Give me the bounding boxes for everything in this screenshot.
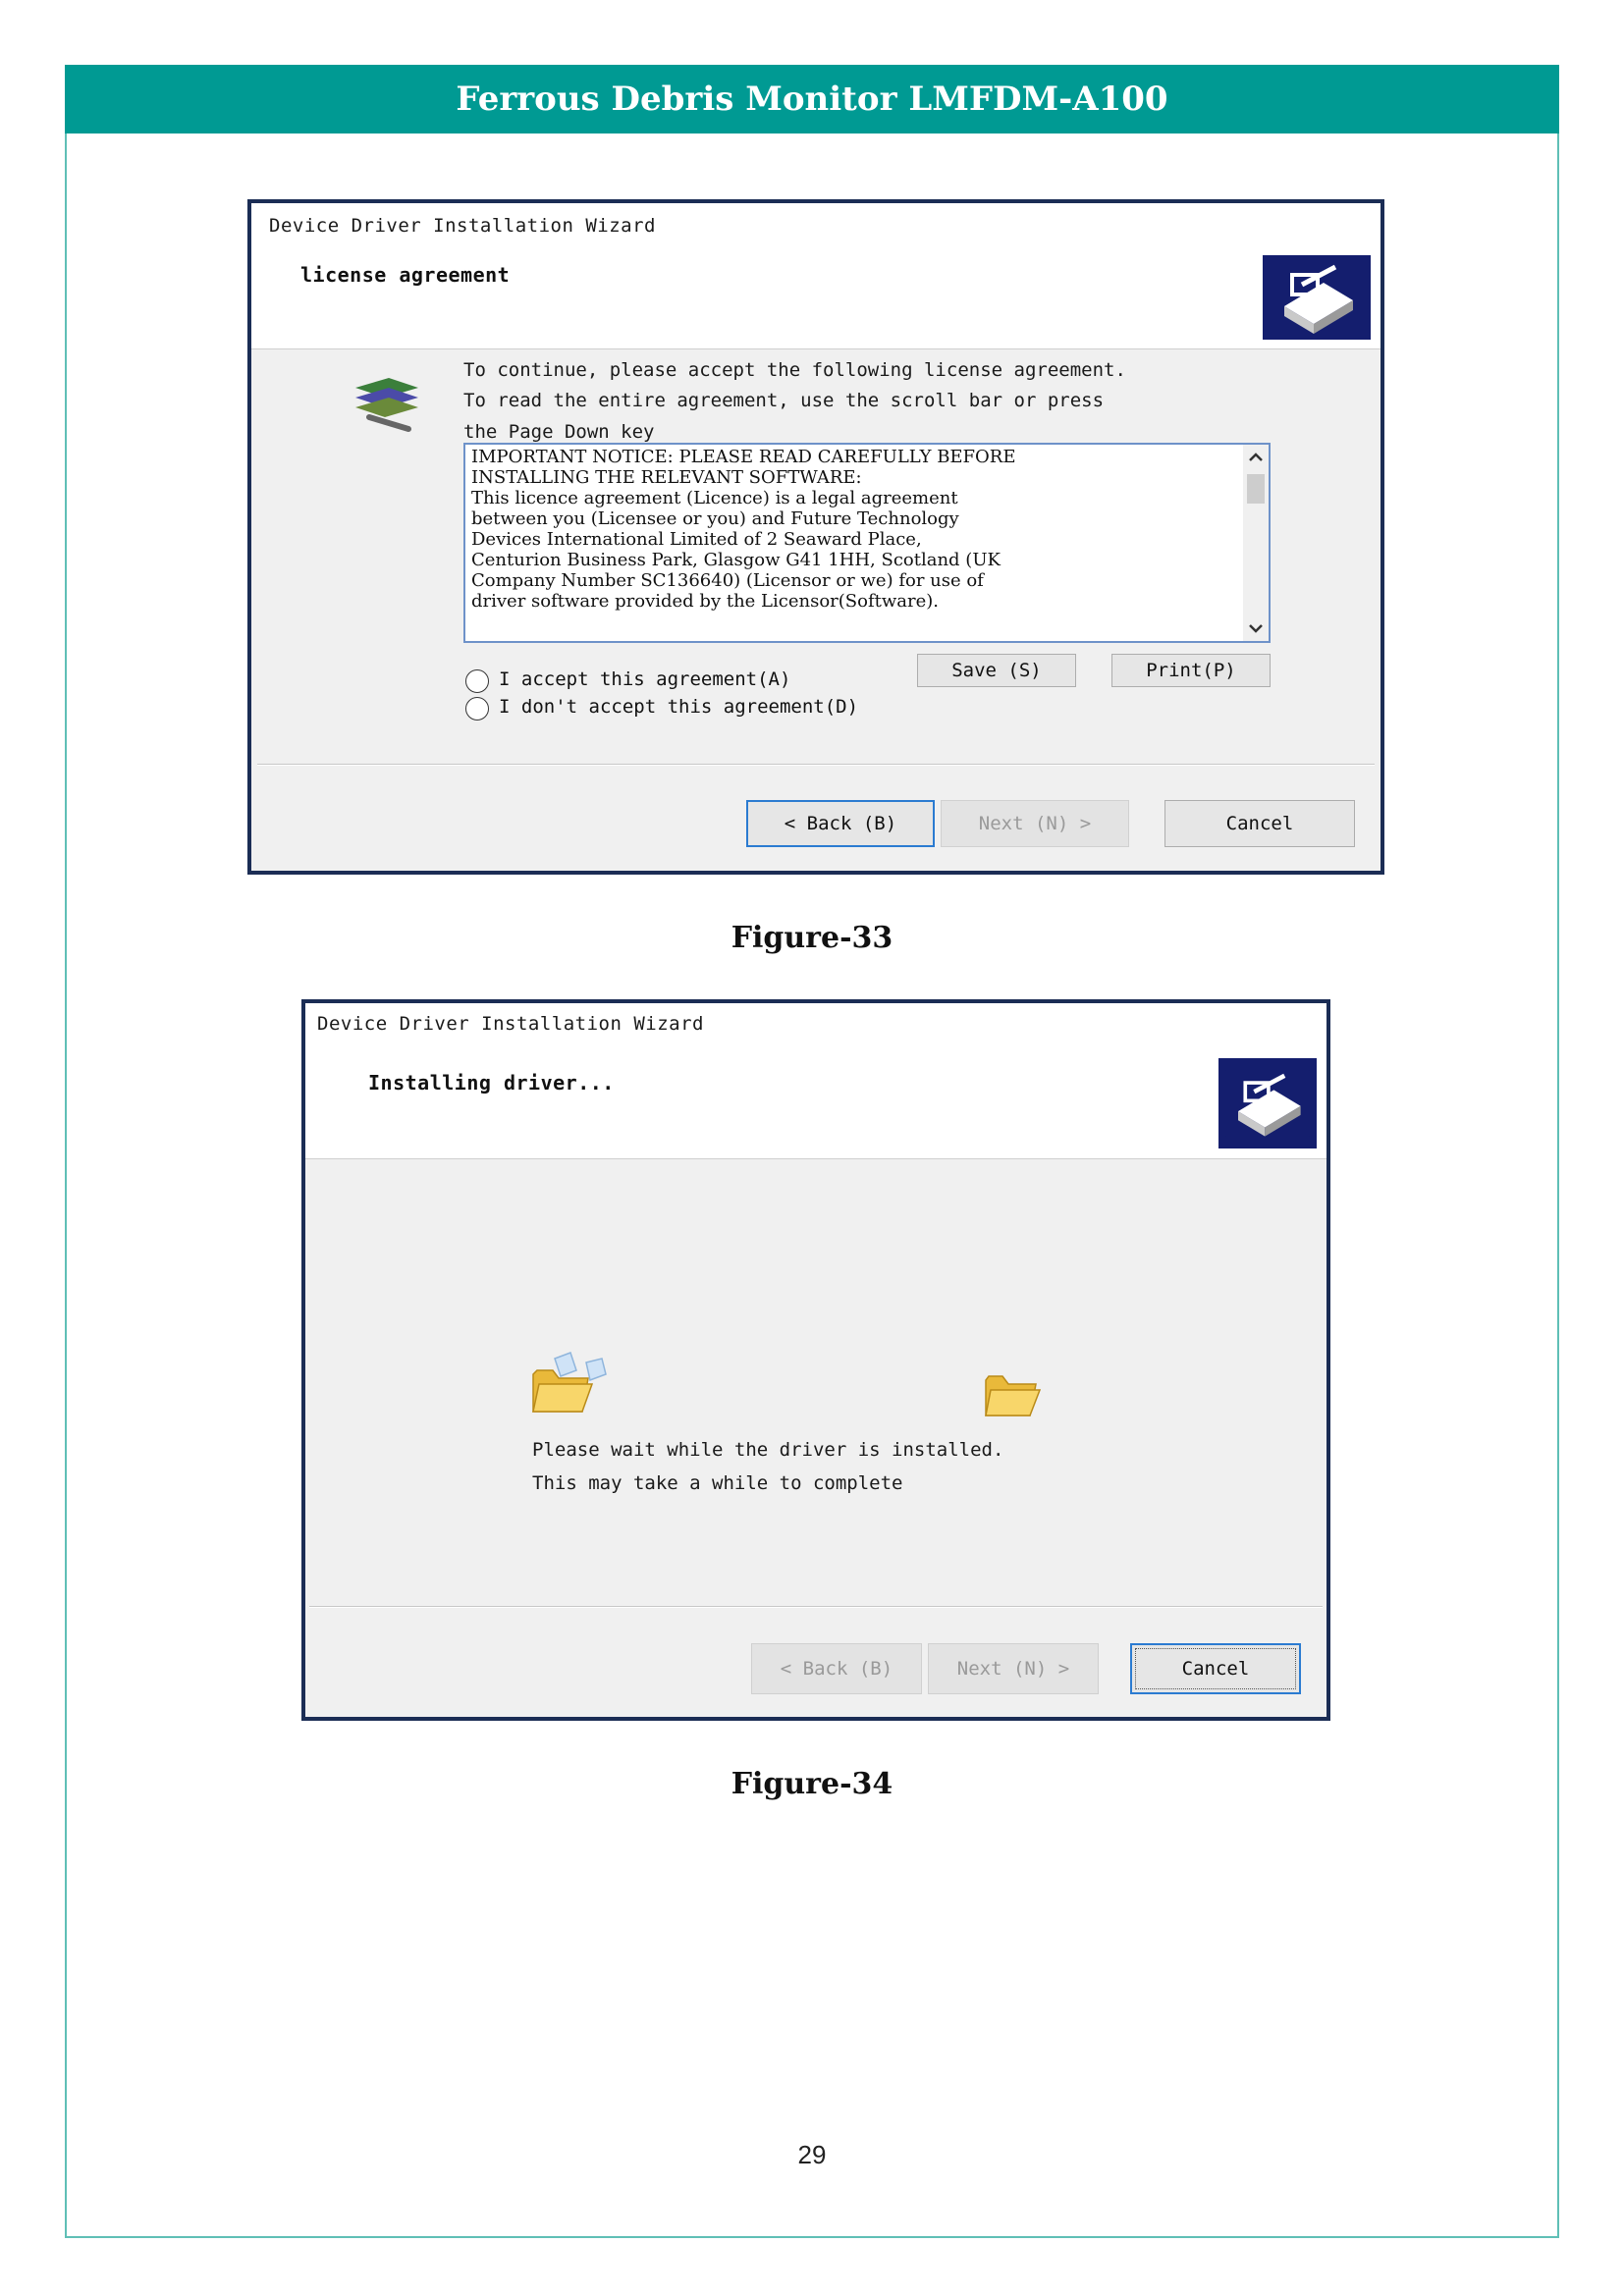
- instruction-line-2: To read the entire agreement, use the scroll bar or press: [463, 390, 1105, 411]
- back-button[interactable]: [746, 800, 935, 847]
- license-scrollbar[interactable]: [1243, 445, 1269, 641]
- folder-icon: [529, 1351, 618, 1419]
- cancel-button-label: Cancel: [1181, 1658, 1250, 1680]
- decline-radio-label[interactable]: I don't accept this agreement(D): [499, 696, 859, 718]
- scroll-down-icon[interactable]: [1243, 619, 1269, 637]
- installing-wizard-dialog: [301, 999, 1330, 1721]
- license-line: between you (Licensee or you) and Future Technology: [471, 508, 959, 529]
- print-button[interactable]: Print(P): [1111, 654, 1271, 687]
- window-title: Device Driver Installation Wizard: [269, 215, 656, 237]
- instruction-line-1: To continue, please accept the following license agreement.: [463, 359, 1126, 381]
- license-line: Company Number SC136640) (Licensor or we) for use of: [471, 570, 984, 591]
- license-line: This licence agreement (Licence) is a legal agreement: [471, 488, 958, 508]
- license-line: IMPORTANT NOTICE: PLEASE READ CAREFULLY BEFORE: [471, 447, 1016, 467]
- status-line-2: This may take a while to complete: [532, 1472, 903, 1494]
- cancel-button[interactable]: [1130, 1643, 1301, 1694]
- wizard-header: [251, 203, 1380, 349]
- hardware-wizard-icon: [1263, 255, 1371, 340]
- cancel-button[interactable]: Cancel: [1164, 800, 1355, 847]
- back-button[interactable]: < Back (B): [751, 1643, 922, 1694]
- license-line: Devices International Limited of 2 Seaward Place,: [471, 529, 922, 550]
- installer-books-icon: [350, 368, 424, 437]
- wizard-header: [305, 1003, 1326, 1159]
- figure-34-caption: Figure-34: [731, 1767, 893, 1801]
- hardware-wizard-icon: [1218, 1058, 1317, 1148]
- license-wizard-dialog: [247, 199, 1384, 875]
- decline-radio[interactable]: [465, 697, 489, 721]
- save-button[interactable]: Save (S): [917, 654, 1076, 687]
- accept-radio-label[interactable]: I accept this agreement(A): [499, 668, 791, 690]
- document-header: [65, 65, 1559, 133]
- figure-33-caption: Figure-33: [731, 921, 893, 955]
- license-line: driver software provided by the Licensor(Software).: [471, 591, 939, 612]
- status-line-1: Please wait while the driver is installed.: [532, 1439, 1004, 1461]
- page-subtitle: Installing driver...: [368, 1071, 615, 1095]
- scroll-thumb[interactable]: [1247, 474, 1265, 504]
- page-number: 29: [797, 2140, 827, 2169]
- button-separator: [309, 1606, 1323, 1608]
- license-line: Centurion Business Park, Glasgow G41 1HH, Scotland (UK: [471, 550, 1001, 570]
- button-separator: [257, 764, 1375, 766]
- instruction-line-3: the Page Down key: [463, 421, 655, 443]
- back-button-label: < Back (B): [784, 813, 897, 834]
- next-button[interactable]: Next (N) >: [928, 1643, 1099, 1694]
- next-button[interactable]: Next (N) >: [941, 800, 1129, 847]
- scroll-up-icon[interactable]: [1243, 449, 1269, 466]
- license-text-box[interactable]: [463, 443, 1271, 643]
- folder-icon: [983, 1370, 1044, 1419]
- window-title: Device Driver Installation Wizard: [317, 1013, 704, 1035]
- license-line: INSTALLING THE RELEVANT SOFTWARE:: [471, 467, 862, 488]
- document-title: Ferrous Debris Monitor LMFDM-A100: [456, 80, 1168, 119]
- accept-radio[interactable]: [465, 669, 489, 693]
- page-subtitle: license agreement: [300, 263, 511, 287]
